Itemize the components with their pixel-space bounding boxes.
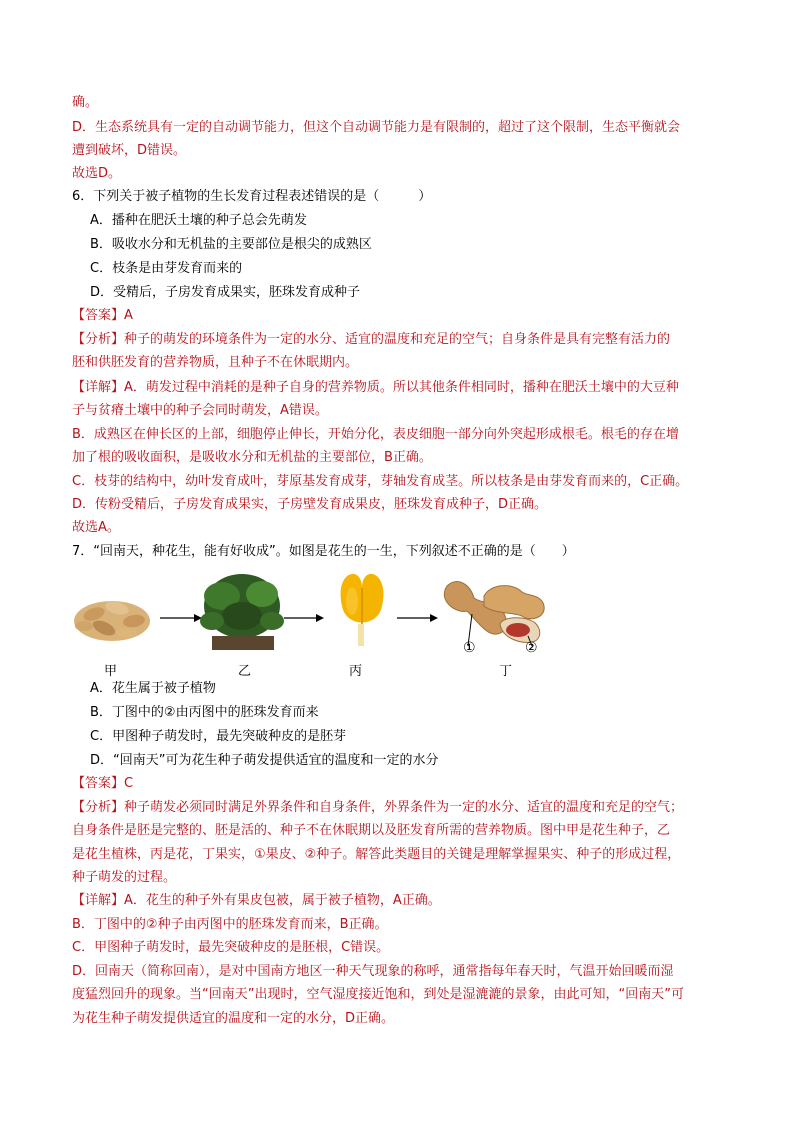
text-line: 故选D。 [72, 166, 122, 181]
text-line: 度猛烈回升的现象。当“回南天”出现时，空气湿度接近饱和，到处是湿漉漉的景象，由此可知，“回南天”可 [72, 987, 684, 1002]
q6-detail [72, 377, 679, 399]
detail-text: A．萌发过程中消耗的是种子自身的营养物质。所以其他条件相同时，播种在肥沃土壤中的大豆种 [124, 380, 679, 395]
detail-key: 【详解】 [72, 380, 125, 395]
answer-value: A [124, 308, 133, 323]
text-line: 为花生种子萌发提供适宜的温度和一定的水分，D正确。 [72, 1011, 395, 1026]
arrow-icon [284, 614, 324, 622]
q7-option-d: D．“回南天”可为花生种子萌发提供适宜的温度和一定的水分 [90, 753, 439, 768]
analysis-key: 【分析】 [72, 332, 125, 347]
figure-label-ding: 丁 [499, 664, 513, 679]
figure-label-jia: 甲 [104, 664, 118, 679]
question-6-stem: 6．下列关于被子植物的生长发育过程表述错误的是（ ） [72, 189, 432, 204]
text-line: 子与贫瘠土壤中的种子会同时萌发，A错误。 [72, 403, 328, 418]
figure-label-bing: 丙 [349, 664, 363, 679]
q7-analysis [72, 797, 683, 819]
q7-answer [72, 773, 133, 795]
figure-label-yi: 乙 [238, 664, 252, 679]
analysis-text: 种子萌发必须同时满足外界条件和自身条件，外界条件为一定的水分、适宜的温度和充足的空气； [124, 800, 684, 815]
text-line: C．甲图种子萌发时，最先突破种皮的是胚根，C错误。 [72, 940, 390, 955]
arrow-icon [160, 614, 202, 622]
peanut-seeds-image [74, 599, 150, 641]
figure-marker-1: ① [463, 640, 476, 656]
answer-key: 【答案】 [72, 776, 125, 791]
peanut-flower-image [341, 574, 384, 646]
text-line: D．生态系统具有一定的自动调节能力，但这个自动调节能力是有限制的，超过了这个限制，生态平衡就会 [72, 120, 681, 135]
answer-value: C [124, 776, 134, 791]
arrow-icon [397, 614, 438, 622]
text-line: 确。 [72, 95, 99, 110]
q6-analysis [72, 329, 670, 351]
q6-option-a: A．播种在肥沃土壤的种子总会先萌发 [90, 213, 307, 228]
q7-option-b: B．丁图中的②由丙图中的胚珠发育而来 [90, 705, 319, 720]
text-line: 是花生植株，丙是花，丁果实，①果皮、②种子。解答此类题目的关键是理解掌握果实、种子的形成过程， [72, 847, 681, 862]
text-line: 故选A。 [72, 520, 120, 535]
q6-option-d: D．受精后，子房发育成果实，胚珠发育成种子 [90, 285, 361, 300]
analysis-text: 种子的萌发的环境条件为一定的水分、适宜的温度和充足的空气；自身条件是具有完整有活力的 [124, 332, 671, 347]
peanut-fruit-image [444, 582, 544, 646]
q6-option-c: C．枝条是由芽发育而来的 [90, 261, 243, 276]
q7-option-a: A．花生属于被子植物 [90, 681, 216, 696]
text-line: D．传粉受精后，子房发育成果实，子房壁发育成果皮，胚珠发育成种子，D正确。 [72, 497, 548, 512]
text-line: B．丁图中的②种子由丙图中的胚珠发育而来，B正确。 [72, 917, 388, 932]
detail-key: 【详解】 [72, 893, 125, 908]
text-line: B．成熟区在伸长区的上部，细胞停止伸长，开始分化，表皮细胞一部分向外突起形成根毛。根毛的存在增 [72, 427, 679, 442]
q7-detail [72, 890, 441, 912]
analysis-key: 【分析】 [72, 800, 125, 815]
text-line: 加了根的吸收面积，是吸收水分和无机盐的主要部位，B正确。 [72, 450, 432, 465]
text-line: 胚和供胚发育的营养物质，且种子不在休眠期内。 [72, 355, 359, 370]
answer-key: 【答案】 [72, 308, 125, 323]
q6-option-b: B．吸收水分和无机盐的主要部位是根尖的成熟区 [90, 237, 372, 252]
figure-marker-2: ② [525, 640, 538, 656]
text-line: C．枝芽的结构中，幼叶发育成叶，芽原基发育成芽，芽轴发育成茎。所以枝条是由芽发育而来的，C正确。 [72, 474, 689, 489]
text-line: D．回南天（简称回南），是对中国南方地区一种天气现象的称呼，通常指每年春天时，气温开始回暖而湿 [72, 964, 674, 979]
text-line: 种子萌发的过程。 [72, 870, 177, 885]
q6-answer [72, 305, 133, 327]
question-7-stem: 7．“回南天，种花生，能有好收成”。如图是花生的一生，下列叙述不正确的是（ ） [72, 544, 575, 559]
q7-option-c: C．甲图种子萌发时，最先突破种皮的是胚芽 [90, 729, 347, 744]
text-line: 遭到破坏，D错误。 [72, 143, 187, 158]
text-line: 自身条件是胚是完整的、胚是活的、种子不在休眠期以及胚发育所需的营养物质。图中甲是花生种子，乙 [72, 823, 671, 838]
peanut-plant-image [200, 574, 284, 650]
detail-text: A．花生的种子外有果皮包被，属于被子植物，A正确。 [124, 893, 441, 908]
